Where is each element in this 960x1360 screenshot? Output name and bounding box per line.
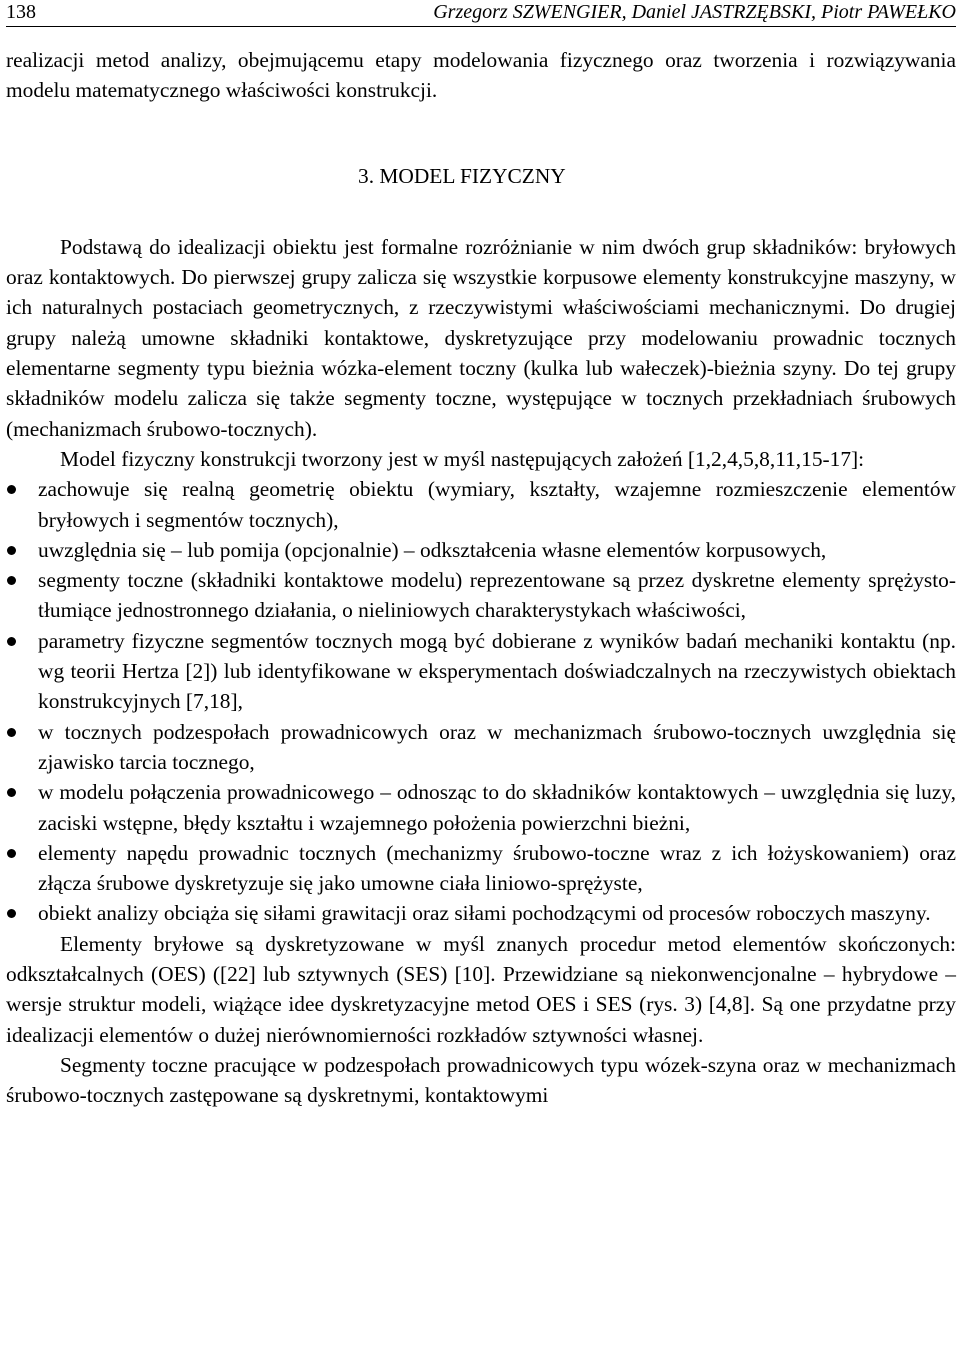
page-content [6, 45, 956, 1111]
bullet-icon [7, 637, 16, 646]
section-heading: 3. MODEL FIZYCZNY [358, 163, 566, 188]
bullet-icon [7, 909, 16, 918]
list-item-text: zachowuje się realną geometrię obiektu (wymiary, kształty, wzajemne rozmieszczenie elementów bryłowych i segmentów tocznych), [38, 477, 956, 532]
bullet-icon [7, 728, 16, 737]
bullet-icon [7, 576, 16, 585]
bullet-icon [7, 546, 16, 555]
paragraph-1: Podstawą do idealizacji obiektu jest formalne rozróżnianie w nim dwóch grup składników: bryłowych oraz kontaktowych. Do pierwszej grupy zalicza się wszystkie korpusowe elementy konstrukcyjne maszyny, w ich naturalnych postaciach geometrycznych, z rzeczywistymi właściwościami mechanicznymi. Do drugiej grupy należą umowne składniki kontaktowe, dyskretyzujące przy modelowaniu prowadnic tocznych elementarne segmenty typu bieżnia wózka-element toczny (kulka lub wałeczek)-bieżnia szyny. Do tej grupy składników modelu zalicza się także segmenty toczne, występujące w tocznych przekładniach śrubowych (mechanizmach śrubowo-tocznych). [6, 234, 956, 441]
list-item [6, 535, 956, 565]
list-item [6, 838, 956, 899]
list-item [6, 626, 956, 717]
paragraph-3: Elementy bryłowe są dyskretyzowane w myśl znanych procedur metod elementów skończonych: odkształcalnych (OES) ([22] lub sztywnych (SES) [10]. Przewidziane są niekonwencjonalne – hybrydowe – wersje struktur modeli, wiążące idee dyskretyzacyjne metod OES i SES (rys. 3) [4,8]. Są one przydatne przy idealizacji elementów o dużej nierównomierności rozkładów sztywności własnej. [6, 931, 956, 1047]
intro-paragraph: realizacji metod analizy, obejmującemu etapy modelowania fizycznego oraz tworzenia i rozwiązywania modelu matematycznego właściwości konstrukcji. [6, 48, 956, 103]
page-number: 138 [6, 1, 36, 23]
bullet-icon [7, 849, 16, 858]
list-item-text: elementy napędu prowadnic tocznych (mechanizmy śrubowo-toczne wraz z ich łożyskowaniem) oraz złącza śrubowe dyskretyzuje się jako umowne ciała liniowo-sprężyste, [38, 840, 956, 896]
list-item-text: segmenty toczne (składniki kontaktowe modelu) reprezentowane są przez dyskretne elementy sprężysto-tłumiące jednostronnego działania, o nieliniowych charakterystykach właściwości, [38, 568, 956, 623]
paragraph-4: Segmenty toczne pracujące w podzespołach prowadnicowych typu wózek-szyna oraz w mechanizmach śrubowo-tocznych zastępowane są dyskretnymi, kontaktowymi [6, 1052, 956, 1108]
list-item-text: w tocznych podzespołach prowadnicowych oraz w mechanizmach śrubowo-tocznych uwzględnia się zjawisko tarcia tocznego, [38, 719, 956, 774]
assumptions-list [6, 474, 956, 928]
list-item-text: w modelu połączenia prowadnicowego – odnosząc to do składników kontaktowych – uwzględnia się luzy, zaciski wstępne, błędy kształtu i wzajemnego położenia powierzchni bieżni, [38, 780, 956, 835]
running-title: Grzegorz SZWENGIER, Daniel JASTRZĘBSKI, Piotr PAWEŁKO [433, 1, 956, 23]
bullet-icon [7, 788, 16, 797]
bullet-icon [7, 485, 16, 494]
list-item [6, 565, 956, 626]
list-item [6, 898, 956, 928]
paragraph-2: Model fizyczny konstrukcji tworzony jest w myśl następujących założeń [1,2,4,5,8,11,15-17]: [60, 446, 865, 471]
list-item [6, 777, 956, 838]
list-item [6, 717, 956, 778]
list-item-text: uwzględnia się – lub pomija (opcjonalnie) – odkształcenia własne elementów korpusowych, [38, 537, 827, 562]
page-header [6, 0, 956, 27]
list-item-text: obiekt analizy obciąża się siłami grawitacji oraz siłami pochodzącymi od procesów roboczych maszyny. [38, 901, 931, 926]
list-item [6, 474, 956, 535]
list-item-text: parametry fizyczne segmentów tocznych mogą być dobierane z wyników badań mechaniki kontaktu (np. wg teorii Hertza [2]) lub identyfikowane w eksperymentach doświadczalnych na rzeczywistych obiektach konstrukcyjnych [7,18], [38, 628, 956, 714]
